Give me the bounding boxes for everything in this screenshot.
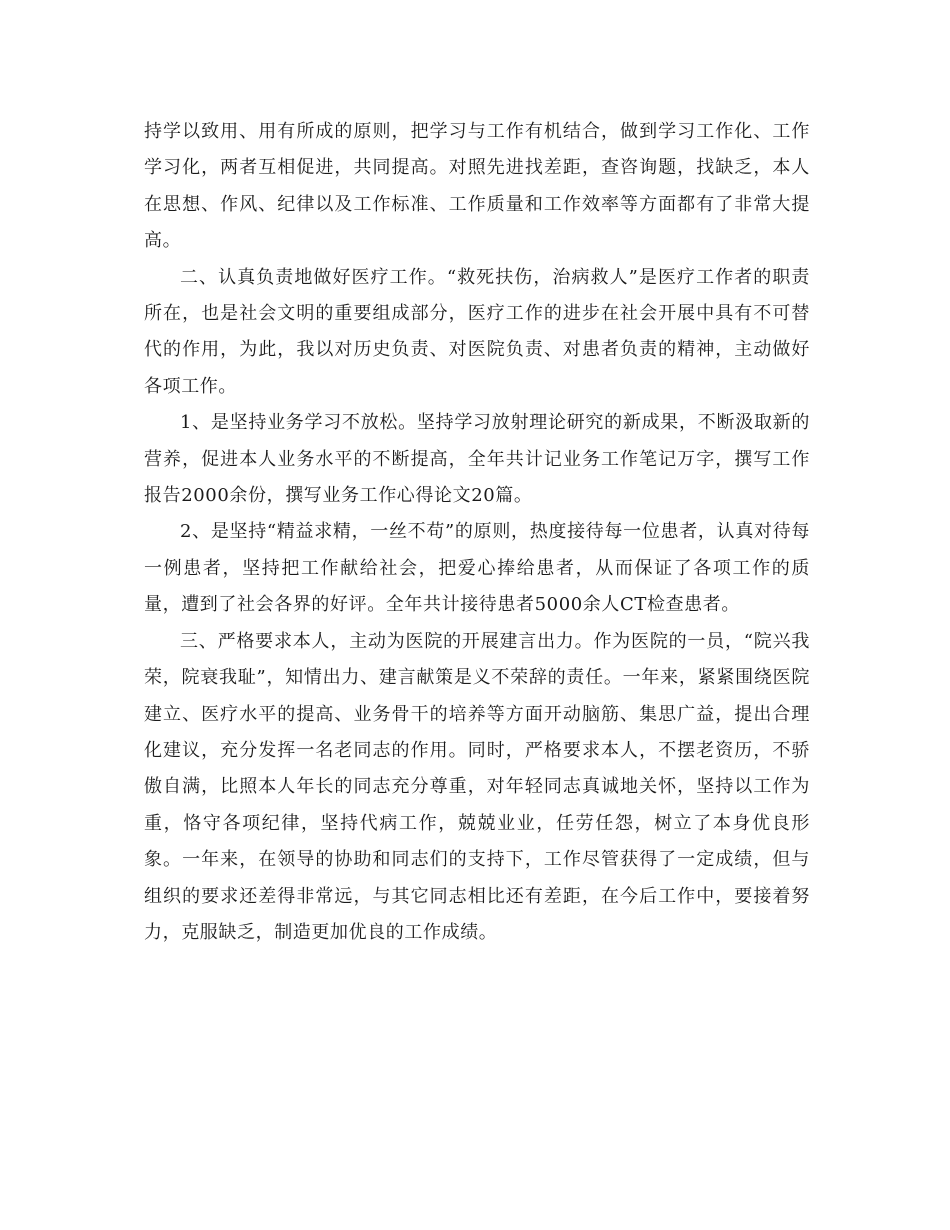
paragraph-section-two: 二、认真负责地做好医疗工作。“救死扶伤，治病救人”是医疗工作者的职责所在，也是社会文明的重要组成部分，医疗工作的进步在社会开展中具有不可替代的作用，为此，我以对历史负责、对医院负责、对患者负责的精神，主动做好各项工作。 — [144, 266, 810, 397]
paragraph-item-two: 2、是坚持“精益求精，一丝不苟”的原则，热度接待每一位患者，认真对待每一例患者，坚持把工作献给社会，把爱心捧给患者，从而保证了各项工作的质量，遭到了社会各界的好评。全年共计接待患者5000余人CT检查患者。 — [144, 521, 810, 616]
document-body — [144, 114, 810, 951]
paragraph-continuation: 持学以致用、用有所成的原则，把学习与工作有机结合，做到学习工作化、工作学习化，两者互相促进，共同提高。对照先进找差距，查咨询题，找缺乏，本人在思想、作风、纪律以及工作标准、工作质量和工作效率等方面都有了非常大提高。 — [144, 121, 810, 252]
paragraph-section-three: 三、严格要求本人，主动为医院的开展建言出力。作为医院的一员，“院兴我荣，院衰我耻”，知情出力、建言献策是义不荣辞的责任。一年来，紧紧围绕医院建立、医疗水平的提高、业务骨干的培养等方面开动脑筋、集思广益，提出合理化建议，充分发挥一名老同志的作用。同时，严格要求本人，不摆老资历，不骄傲自满，比照本人年长的同志充分尊重，对年轻同志真诚地关怀，坚持以工作为重，恪守各项纪律，坚持代病工作，兢兢业业，任劳任怨，树立了本身优良形象。一年来，在领导的协助和同志们的支持下，工作尽管获得了一定成绩，但与组织的要求还差得非常远，与其它同志相比还有差距，在今后工作中，要接着努力，克服缺乏，制造更加优良的工作成绩。 — [144, 630, 810, 943]
paragraph-item-one: 1、是坚持业务学习不放松。坚持学习放射理论研究的新成果，不断汲取新的营养，促进本人业务水平的不断提高，全年共计记业务工作笔记万字，撰写工作报告2000余份，撰写业务工作心得论文20篇。 — [144, 412, 810, 507]
